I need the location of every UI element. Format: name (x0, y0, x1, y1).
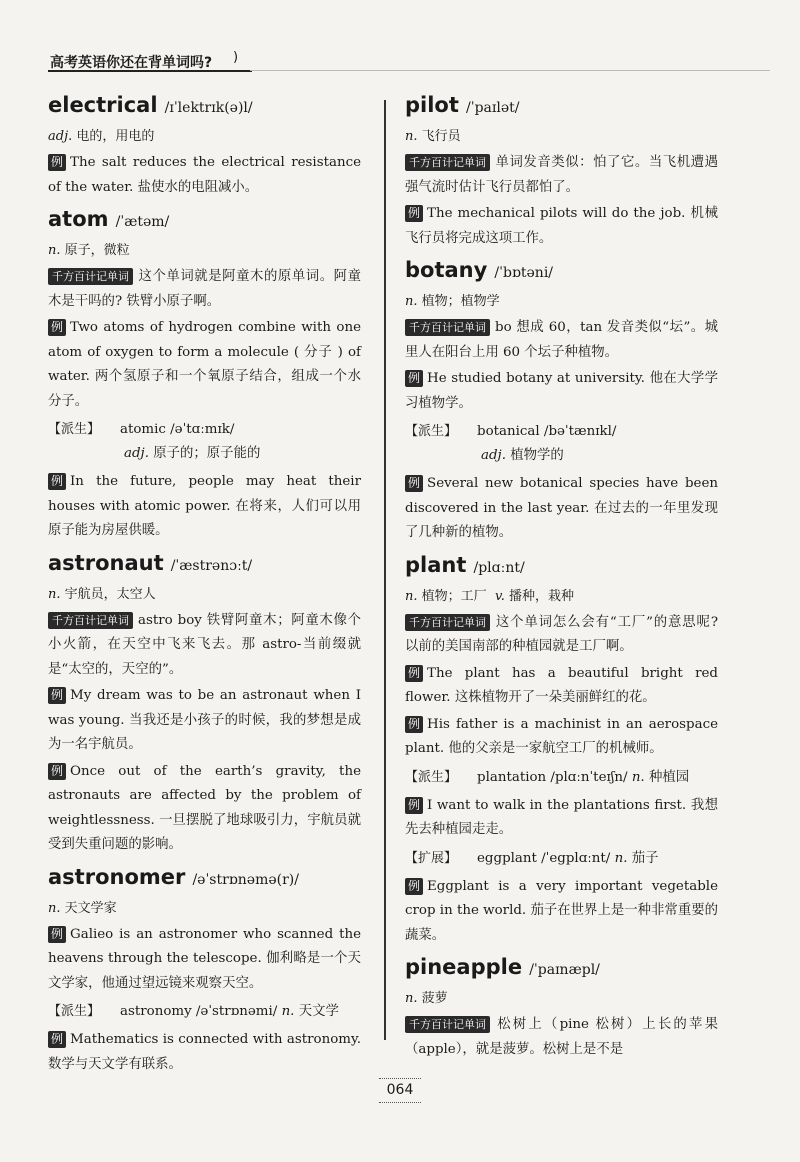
phonetic: /əˈstrɒnəmə(r)/ (192, 871, 299, 888)
example-zh: 在将来，人们可以用原子能为房屋供暖。 (48, 498, 361, 538)
example-en: Mathematics is connected with astronomy. (70, 1032, 361, 1047)
derivative-label: 【派生】 (48, 422, 101, 437)
example-en: I want to walk in the plantations first. (427, 797, 687, 813)
memo-tag: 千方百计记单词 (48, 612, 133, 629)
example (48, 470, 361, 544)
example-tag: 例 (48, 1031, 66, 1048)
phonetic: /ˈbɒtəni/ (494, 265, 554, 281)
right-column (405, 88, 718, 1064)
example-tag: 例 (405, 716, 423, 733)
headword: astronaut (48, 550, 164, 575)
part-of-speech: n. (405, 294, 418, 309)
example-en: My dream was to be an astronaut when I was young. (48, 688, 361, 728)
example-tag: 例 (405, 475, 423, 492)
derivative-word: astronomy /əˈstrɒnəmi/ (120, 1004, 278, 1019)
example (48, 151, 361, 200)
phonetic: /ˈætəm/ (115, 214, 170, 230)
meaning: 宇航员，太空人 (64, 586, 156, 602)
example-en: His father is a machinist in an aerospace plant. (405, 716, 718, 756)
meaning: 植物；工厂 (421, 588, 487, 604)
example-zh: 在过去的一年里发现了几种新的植物。 (405, 500, 719, 540)
derivative-word: botanical /bəˈtænɪkl/ (477, 424, 617, 439)
derivative (405, 420, 718, 468)
page-number-ornament-bottom (379, 1102, 421, 1103)
example (405, 662, 718, 711)
headword: atom (48, 207, 109, 231)
part-of-speech-2: v. (494, 588, 505, 604)
memo-text: 单词发音类似：怕了它。当飞机遭遇强气流时估计飞行员都怕了。 (405, 155, 718, 195)
derivative (48, 1000, 361, 1024)
example-en: Two atoms of hydrogen combine with one atom of oxygen to form a molecule ( 分子 ) of water. (48, 320, 361, 384)
meaning: 植物；植物学 (421, 294, 500, 309)
example (48, 316, 361, 414)
example-en: The plant has a beautiful bright red flower. (405, 665, 718, 705)
derivative-label: 【派生】 (405, 424, 458, 439)
memo-text: 这个单词就是阿童木的原单词。阿童木是干吗的? 铁臂小原子啊。 (48, 269, 361, 309)
running-header (48, 44, 252, 72)
derivative-meaning: 种植园 (648, 769, 690, 785)
part-of-speech: n. (48, 243, 61, 258)
meaning: 飞行员 (421, 129, 461, 144)
example-tag: 例 (405, 370, 423, 387)
part-of-speech: n. (405, 588, 418, 604)
memory-tip (405, 611, 718, 660)
example (48, 684, 361, 758)
example-zh: 一旦摆脱了地球吸引力，宇航员就受到失重问题的影响。 (48, 812, 362, 852)
memory-tip (48, 265, 361, 314)
example-zh: 两个氢原子和一个氧原子结合，组成一个水分子。 (48, 369, 362, 409)
derivative-meaning: 天文学 (298, 1004, 339, 1019)
headword: electrical (48, 93, 158, 117)
example-tag: 例 (405, 797, 423, 814)
example-tag: 例 (48, 687, 66, 704)
entry-atom (48, 202, 361, 544)
example (405, 367, 718, 416)
page-number-text: 064 (386, 1082, 414, 1098)
memory-tip (405, 1013, 718, 1062)
memo-tag: 千方百计记单词 (405, 614, 490, 631)
meaning: 原子，微粒 (64, 243, 130, 258)
memory-tip (405, 151, 718, 200)
part-of-speech: n. (631, 769, 645, 785)
column-divider (384, 100, 386, 1040)
memo-text: astro boy 铁臂阿童木；阿童木像个小火箭，在天空中飞来飞去。那 astro-当前缀就是“太空的，天空的”。 (48, 612, 361, 677)
derivative-meaning: 原子的；原子能的 (153, 446, 261, 461)
meaning: 电的，用电的 (76, 129, 155, 144)
entry-pineapple (405, 950, 718, 1062)
example-en: The mechanical pilots will do the job. (427, 206, 686, 221)
example (405, 472, 718, 546)
left-column (48, 88, 361, 1079)
part-of-speech: n. (614, 850, 628, 866)
page-number (365, 1078, 435, 1102)
example-zh: 这株植物开了一朵美丽鲜红的花。 (454, 690, 656, 705)
headword: pilot (405, 93, 459, 117)
part-of-speech: adj. (124, 446, 149, 461)
example-zh: 茄子在世界上是一种非常重要的蔬菜。 (405, 903, 718, 943)
example-en: Eggplant is a very important vegetable crop in the world. (405, 878, 718, 918)
header-bracket: ) (233, 50, 239, 65)
part-of-speech: n. (405, 991, 418, 1006)
example-en: Several new botanical species have been discovered in the last year. (405, 476, 718, 516)
derivative-label: 【派生】 (405, 769, 458, 785)
memo-text: bo 想成 60，tan 发音类似“坛”。城里人在阳台上用 60 个坛子种植物。 (405, 320, 718, 360)
part-of-speech: adj. (481, 448, 506, 463)
example-zh: 机械飞行员将完成这项工作。 (405, 206, 719, 246)
memo-tag: 千方百计记单词 (405, 319, 490, 336)
example (48, 760, 361, 858)
example-zh: 当我还是小孩子的时候，我的梦想是成为一名宇航员。 (48, 712, 361, 752)
example-tag: 例 (48, 763, 66, 780)
example-tag: 例 (405, 205, 423, 222)
example (405, 794, 718, 843)
memo-tag: 千方百计记单词 (405, 154, 490, 171)
example-zh: 伽利略是一个天文学家，他通过望远镜来观察天空。 (48, 951, 361, 991)
example (48, 923, 361, 997)
phonetic: /ˈpaɪlət/ (466, 100, 520, 116)
derivative-meaning: 植物学的 (510, 448, 564, 463)
part-of-speech: n. (48, 586, 61, 602)
memory-tip (48, 609, 361, 683)
example-tag: 例 (48, 319, 66, 336)
example-tag: 例 (48, 473, 66, 490)
memo-text: 这个单词怎么会有“工厂”的意思呢? 以前的美国南部的种植园就是工厂啊。 (405, 614, 718, 654)
header-rule (250, 70, 770, 71)
extension-label: 【扩展】 (405, 850, 458, 866)
example-zh: 数学与天文学有联系。 (48, 1056, 182, 1072)
memo-text: 松树上（pine 松树）上长的苹果（apple），就是菠萝。松树上是不是 (405, 1017, 718, 1057)
extension (405, 847, 718, 871)
part-of-speech: n. (281, 1004, 295, 1019)
meaning: 天文学家 (64, 900, 117, 916)
example-en: Once out of the earth’s gravity, the astronauts are affected by the problem of weightlessness. (48, 763, 361, 828)
headword: astronomer (48, 864, 186, 889)
part-of-speech: n. (48, 900, 61, 916)
entry-electrical (48, 88, 361, 200)
example-zh: 他在大学学习植物学。 (405, 371, 719, 411)
memo-tag: 千方百计记单词 (48, 268, 133, 285)
phonetic: /ˈpaɪnæpl/ (529, 962, 600, 978)
headword: pineapple (405, 955, 523, 979)
example (405, 875, 718, 949)
example-en: Galieo is an astronomer who scanned the heavens through the telescope. (48, 926, 361, 966)
memory-tip (405, 316, 718, 365)
entry-plant (405, 548, 718, 949)
entry-astronaut (48, 546, 361, 858)
part-of-speech: n. (405, 129, 418, 144)
headword: plant (405, 552, 467, 577)
part-of-speech: adj. (48, 129, 73, 144)
meaning-2: 播种，栽种 (509, 588, 575, 604)
example-tag: 例 (48, 926, 66, 943)
derivative-word: atomic /əˈtɑːmɪk/ (120, 422, 235, 437)
entry-botany (405, 253, 718, 546)
meaning: 菠萝 (421, 991, 448, 1006)
example-tag: 例 (405, 878, 423, 895)
extension-meaning: 茄子 (631, 850, 659, 866)
derivative (48, 418, 361, 466)
page-number-ornament-top (379, 1078, 421, 1079)
entry-astronomer (48, 860, 361, 1078)
example-en: He studied botany at university. (427, 371, 645, 386)
entry-pilot (405, 88, 718, 251)
phonetic: /ˈæstrənɔːt/ (170, 557, 253, 574)
example-en: In the future, people may heat their houses with atomic power. (48, 474, 361, 514)
example (48, 1028, 361, 1077)
phonetic: /ɪˈlektrɪk(ə)l/ (164, 100, 253, 116)
example (405, 713, 718, 762)
example-zh: 盐使水的电阻减小。 (137, 179, 259, 195)
example (405, 202, 718, 251)
derivative-label: 【派生】 (48, 1004, 101, 1019)
example-en: The salt reduces the electrical resistance of the water. (48, 155, 361, 195)
example-tag: 例 (48, 154, 66, 171)
derivative-word: plantation /plɑːnˈteɪʃn/ (477, 769, 628, 785)
extension-word: eggplant /ˈegplɑːnt/ (477, 850, 611, 866)
headword: botany (405, 258, 488, 282)
example-zh: 他的父亲是一家航空工厂的机械师。 (448, 741, 663, 756)
header-title: 高考英语你还在背单词吗? (50, 55, 213, 71)
derivative (405, 766, 718, 790)
phonetic: /plɑːnt/ (473, 559, 525, 576)
example-tag: 例 (405, 665, 423, 682)
example-zh: 我想先去种植园走走。 (405, 797, 718, 837)
memo-tag: 千方百计记单词 (405, 1016, 490, 1033)
